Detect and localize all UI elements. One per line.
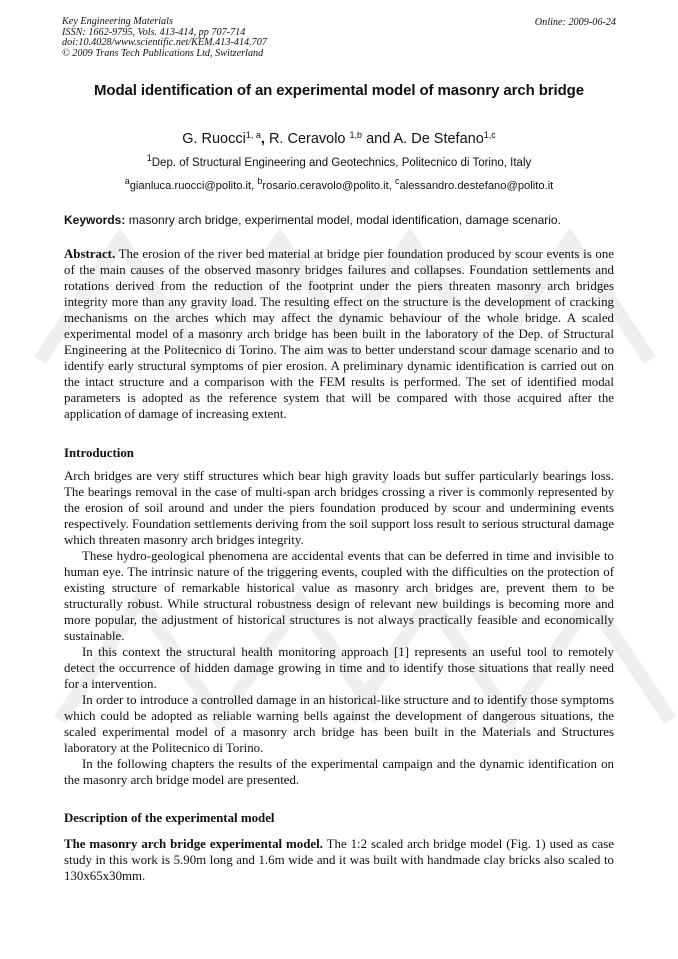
paper-title: Modal identification of an experimental model of masonry arch bridge [94, 82, 584, 99]
author-name: G. Ruocci [182, 131, 246, 147]
description-subheading: The masonry arch bridge experimental model. [64, 837, 323, 851]
issn-line: ISSN: 1662-9795, Vols. 413-414, pp 707-714 [62, 26, 246, 38]
author-name: A. De Stefano [393, 131, 484, 147]
abstract [64, 246, 614, 422]
email-sup: b [257, 176, 263, 186]
keywords [64, 213, 624, 227]
abstract-text: The erosion of the river bed material at bridge pier foundation produced by scour events is one of the main causes of the observed masonry bridges failures and collapses. Foundation settlements and rotations derived from the reduction of the footprint under the piers threaten masonry arch bridges integrity more than any gravity load. The resulting effect on the structure is the development of cracking mechanisms on the arches which may affect the dynamic behaviour of the whole bridge. A scaled experimental model of a masonry arch bridge has been built in the laboratory of the Dep. of Structural Engineering at the Politecnico di Torino. The aim was to better understand scour damage scenario and to identify early structural symptoms of pier erosion. A preliminary dynamic identification is carried out on the intact structure and a comparison with the FEM results is performed. The set of identified modal parameters is adopted as the reference system that will be compared with those acquired after the application of damage of increasing extent. [64, 247, 614, 421]
email-link[interactable]: rosario.ceravolo@polito.it, [262, 180, 395, 192]
affiliation-sup: 1 [146, 153, 152, 163]
description-heading: Description of the experimental model [64, 811, 275, 825]
journal-name: Key Engineering Materials [62, 16, 173, 27]
affiliation [0, 153, 678, 169]
email-sup: a [124, 176, 130, 186]
author-separator: , [260, 131, 269, 147]
author-name: R. Ceravolo [268, 131, 346, 147]
email-sup: c [395, 176, 400, 186]
introduction-heading: Introduction [64, 446, 134, 460]
email-link[interactable]: alessandro.destefano@polito.it [399, 180, 554, 192]
author-emails [0, 176, 678, 192]
online-date: Online: 2009-06-24 [534, 17, 616, 28]
paragraph: Arch bridges are very stiff structures which bear high gravity loads but suffer particularly bearings loss. The bearings removal in the case of multi-span arch bridges crossing a river is commonly represented by the erosion of soil around and under the piers foundation produced by scour and undermining events respectively. Foundation settlements deriving from the soil support loss result to serious structural damage which threaten masonry arch bridges integrity. [64, 469, 614, 547]
abstract-label: Abstract. [64, 247, 116, 261]
introduction-body [64, 468, 614, 788]
description-body [64, 836, 614, 884]
paragraph: In the following chapters the results of the experimental campaign and the dynamic identification on the masonry arch bridge model are presented. [64, 757, 614, 787]
author-sup: 1, a [245, 130, 261, 140]
affiliation-text: Dep. of Structural Engineering and Geotechnics, Politecnico di Torino, Italy [151, 157, 532, 169]
doi-line: doi:10.4028/www.scientific.net/KEM.413-414.707 [62, 37, 267, 49]
paragraph: In this context the structural health monitoring approach [1] represents an useful tool to remotely detect the occurrence of hidden damage growing in time and to identify those situations that really need for a intervention. [64, 645, 614, 691]
author-list [0, 131, 678, 147]
keywords-label: Keywords: [64, 213, 126, 227]
author-sup: 1,b [349, 130, 363, 140]
copyright-line: © 2009 Trans Tech Publications Ltd, Switzerland [62, 47, 264, 59]
author-sup: 1,c [483, 130, 496, 140]
email-link[interactable]: gianluca.ruocci@polito.it, [129, 180, 258, 192]
description-text: The 1:2 scaled arch bridge model (Fig. 1) used as case study in this work is 5.90m long and 1.6m wide and it was built with handmade clay bricks also scaled to 130x65x30mm. [64, 837, 614, 883]
paragraph: These hydro-geological phenomena are accidental events that can be deferred in time and invisible to human eye. The intrinsic nature of the triggering events, coupled with the difficulties on the protection of existing structure of remarkable historical value as masonry arch bridges are, prevent them to be structurally robust. While structural robustness design of relevant new buildings is becoming more and more popular, the adjustment of historical structures is not always practically feasible and economically sustainable. [64, 549, 614, 643]
keywords-text: masonry arch bridge, experimental model, modal identification, damage scenario. [125, 213, 561, 227]
paragraph: In order to introduce a controlled damage in an historical-like structure and to identify those symptoms which could be adopted as reliable warning bells against the development of dangerous situations, the scaled experimental model of a masonry arch bridge has been built in the Materials and Structures laboratory at the Politecnico di Torino. [64, 693, 614, 755]
journal-header [62, 17, 267, 59]
author-and: and [362, 131, 394, 147]
